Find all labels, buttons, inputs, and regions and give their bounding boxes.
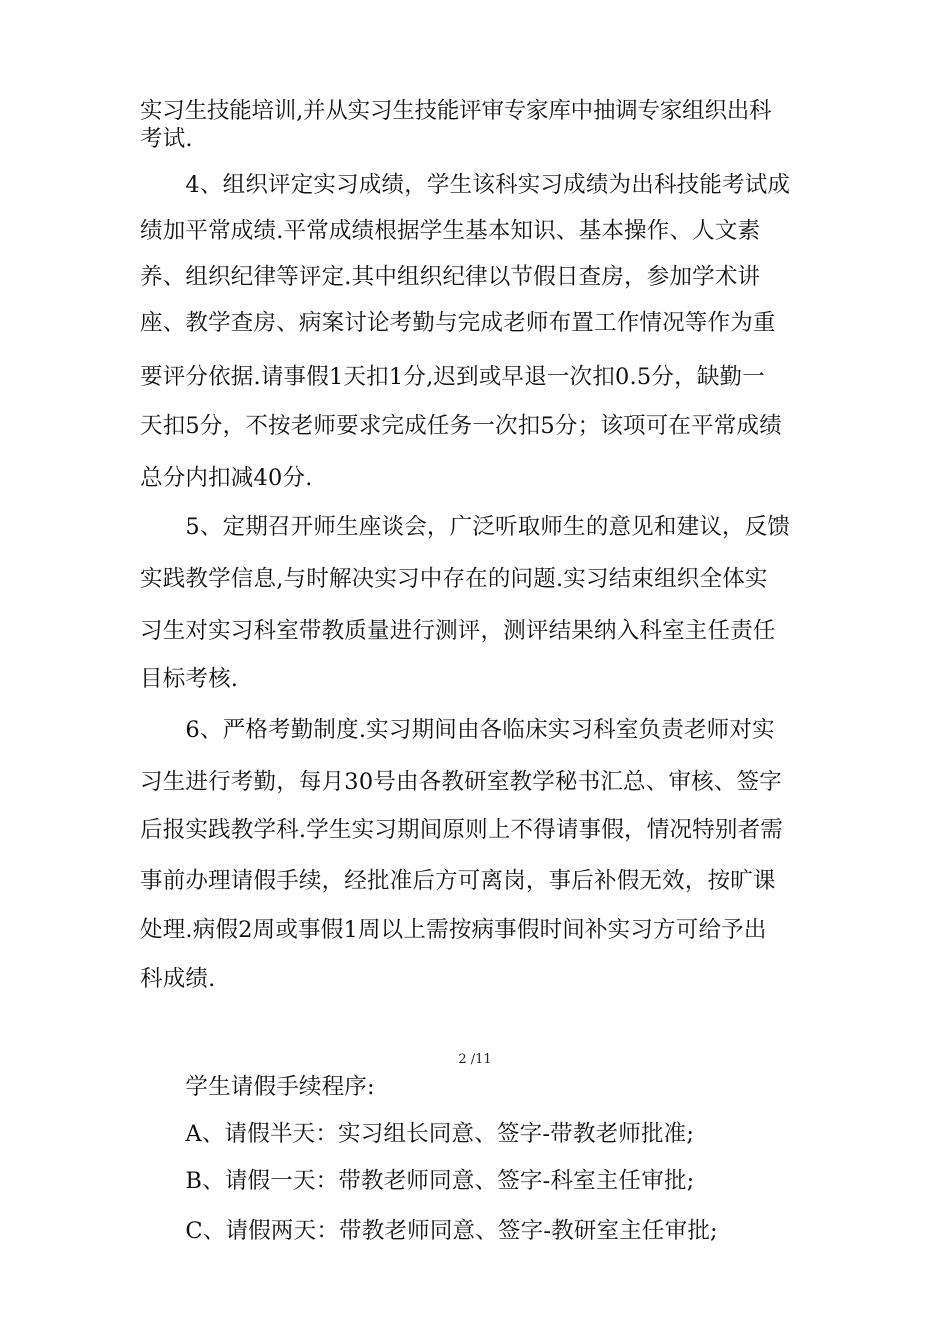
body-text-line: 考试. [140, 126, 193, 152]
body-text-line: 事前办理请假手续，经批准后方可离岗，事后补假无效，按旷课 [140, 868, 776, 894]
body-text-line: 实践教学信息,与时解决实习中存在的问题.实习结束组织全体实 [140, 566, 768, 592]
body-text-line: 要评分依据.请事假1天扣1分,迟到或早退一次扣0.5分，缺勤一 [140, 364, 765, 390]
body-text-line: 习生对实习科室带教质量进行测评，测评结果纳入科室主任责任 [140, 618, 776, 644]
body-text-line: 习生进行考勤，每月30号由各教研室教学秘书汇总、审核、签字 [140, 769, 782, 795]
body-text-line: A、请假半天：实习组长同意、签字-带教老师批准; [140, 1121, 695, 1147]
body-text-line: 目标考核. [140, 666, 239, 692]
body-text-line: 实习生技能培训,并从实习生技能评审专家库中抽调专家组织出科 [140, 98, 772, 124]
body-text-line: B、请假一天：带教老师同意、签字-科室主任审批; [140, 1168, 695, 1194]
body-text-line: C、请假两天：带教老师同意、签字-教研室主任审批; [140, 1218, 718, 1244]
body-text-line: 学生请假手续程序: [140, 1074, 375, 1100]
page-number: 2 /11 [458, 1052, 492, 1067]
body-text-line: 后报实践教学科.学生实习期间原则上不得请事假，情况特别者需 [140, 817, 783, 843]
body-text-line: 处理.病假2周或事假1周以上需按病事假时间补实习方可给予出 [140, 917, 767, 943]
body-text-line: 绩加平常成绩.平常成绩根据学生基本知识、基本操作、人文素 [140, 218, 761, 244]
body-text-line: 4、组织评定实习成绩，学生该科实习成绩为出科技能考试成 [140, 172, 791, 198]
body-text-line: 养、组织纪律等评定.其中组织纪律以节假日查房，参加学术讲 [140, 264, 761, 290]
body-text-line: 天扣5分，不按老师要求完成任务一次扣5分；该项可在平常成绩 [140, 413, 782, 439]
body-text-line: 6、严格考勤制度.实习期间由各临床实习科室负责老师对实 [140, 717, 775, 743]
body-text-line: 座、教学查房、病案讨论考勤与完成老师布置工作情况等作为重 [140, 310, 776, 336]
body-text-line: 科成绩. [140, 966, 216, 992]
body-text-line: 5、定期召开师生座谈会，广泛听取师生的意见和建议，反馈 [140, 514, 791, 540]
body-text-line: 总分内扣减40分. [140, 465, 313, 491]
